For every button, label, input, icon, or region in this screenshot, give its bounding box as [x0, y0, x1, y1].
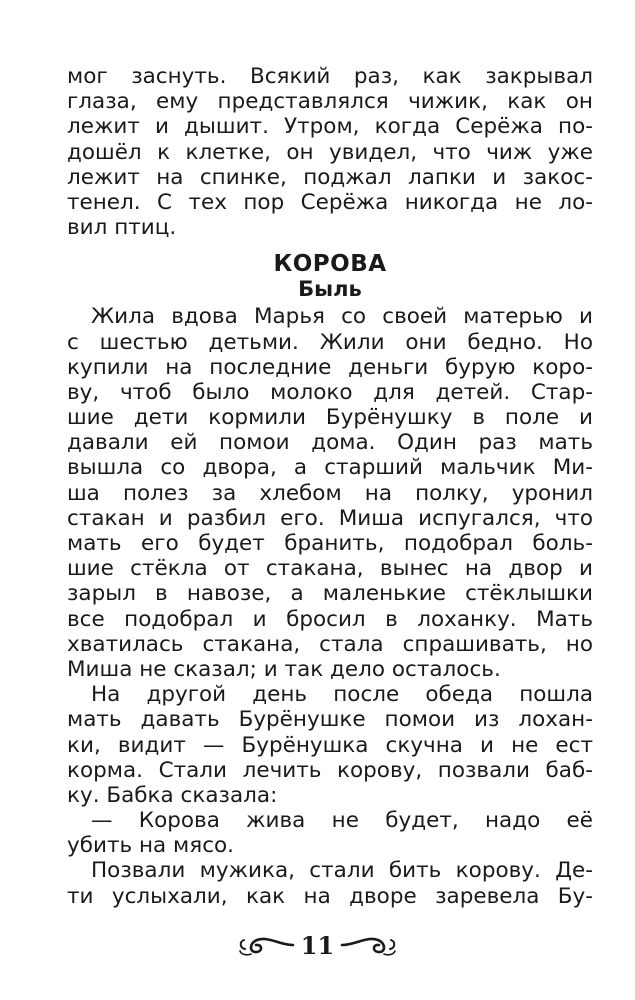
story-paragraph-3	[67, 808, 593, 858]
story-paragraph-2	[67, 682, 593, 808]
text-line: глаза, ему представлялся чижик, как он	[67, 89, 593, 115]
text-line: шие стёкла от стакана, вынес на двор и	[67, 556, 593, 582]
text-line: лежит на спинке, поджал лапки и закос-	[67, 164, 593, 190]
text-line: вил птиц.	[67, 215, 177, 241]
text-line: все подобрал и бросил в лоханку. Мать	[67, 606, 593, 632]
text-line: ки, видит — Бурёнушка скучна и не ест	[67, 732, 593, 758]
text-line: хватилась стакана, стала спрашивать, но	[67, 631, 593, 657]
text-line: — Корова жива не будет, надо её	[91, 808, 593, 834]
page-footer	[0, 925, 635, 965]
text-line: зарыл в навозе, а маленькие стёклышки	[67, 581, 593, 607]
intro-paragraph	[67, 64, 593, 240]
text-line: лежит и дышит. Утром, когда Серёжа по-	[67, 114, 593, 140]
text-line: тенел. С тех пор Серёжа никогда не ло-	[67, 189, 593, 215]
text-line: стакан и разбил его. Миша испугался, что	[67, 505, 593, 531]
text-line: ти услыхали, как на дворе заревела Бу-	[67, 883, 593, 909]
left-ornament-icon	[235, 932, 295, 958]
text-line: Позвали мужика, стали бить корову. Де-	[91, 858, 593, 884]
text-line: ку. Бабка сказала:	[67, 782, 278, 808]
text-line: дошёл к клетке, он увидел, что чиж уже	[67, 139, 593, 165]
page-number: 11	[300, 930, 335, 960]
story-paragraph-4	[67, 858, 593, 908]
text-line: мог заснуть. Всякий раз, как закрывал	[67, 64, 593, 89]
text-line: купили на последние деньги бурую коро-	[67, 354, 593, 380]
text-line: Жила вдова Марья со своей матерью и	[91, 304, 593, 330]
right-ornament-icon	[340, 932, 400, 958]
text-line: Миша не сказал; и так дело осталось.	[67, 656, 501, 682]
text-line: На другой день после обеда пошла	[91, 682, 593, 708]
text-line: вышла со двора, а старший мальчик Ми-	[67, 455, 593, 481]
text-line: мать давать Бурёнушке помои из лохан-	[67, 707, 593, 733]
text-line: ву, чтоб было молоко для детей. Стар-	[67, 379, 593, 405]
page-body	[67, 64, 593, 909]
story-paragraph-1	[67, 304, 593, 682]
text-line: шие дети кормили Бурёнушку в поле и	[67, 405, 593, 431]
text-line: корма. Стали лечить корову, позвали баб-	[67, 757, 593, 783]
text-line: давали ей помои дома. Один раз мать	[67, 430, 593, 456]
text-line: с шестью детьми. Жили они бедно. Но	[67, 329, 593, 355]
story-subtitle: Быль	[298, 277, 362, 302]
text-line: мать его будет бранить, подобрал боль-	[67, 531, 593, 556]
story-title: КОРОВА	[273, 251, 387, 278]
text-line: убить на мясо.	[67, 833, 235, 859]
text-line: ша полез за хлебом на полку, уронил	[67, 480, 593, 506]
